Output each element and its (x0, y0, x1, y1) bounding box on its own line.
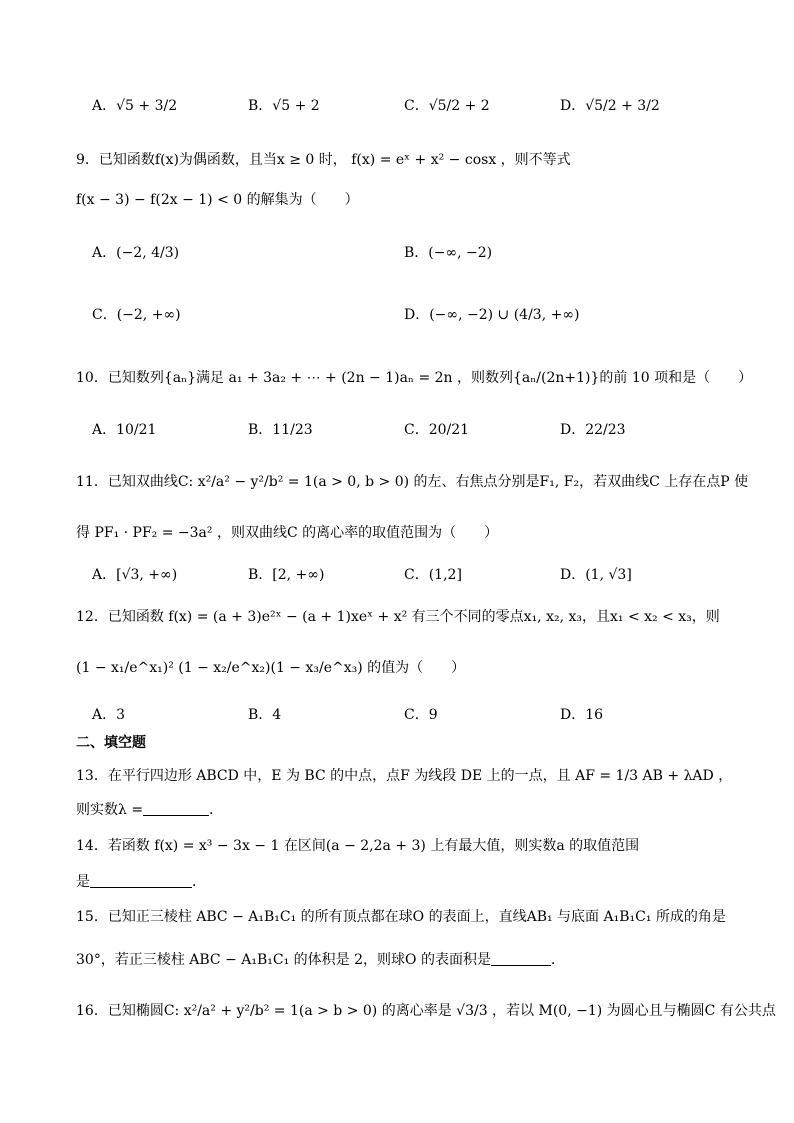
q13-answer-blank[interactable] (143, 815, 209, 816)
q11-stem-line1: 11．已知双曲线C: x²/a² − y²/b² = 1(a > 0, b > 0) 的左、右焦点分别是F₁, F₂，若双曲线C 上存在点P 使 (76, 474, 749, 490)
q12-stem-line2: (1 − x₁/e^x₁)² (1 − x₂/e^x₂)(1 − x₃/e^x₃) 的值为（ ） (76, 660, 466, 676)
q10-option-b: B．11/23 (248, 422, 313, 438)
q9-option-b: B．(−∞, −2) (404, 245, 493, 261)
q12-option-d: D．16 (560, 707, 604, 723)
q11-stem-line2: 得 PF₁ · PF₂ = −3a² ，则双曲线C 的离心率的取值范围为（ ） (76, 525, 499, 541)
q14-answer-blank[interactable] (90, 887, 192, 888)
section-heading-fill-in: 二、填空题 (76, 735, 146, 751)
q12-option-b: B．4 (248, 707, 282, 723)
q9-stem-line2: f(x − 3) − f(2x − 1) < 0 的解集为（ ） (76, 192, 359, 208)
q9-stem-line1: 9．已知函数f(x)为偶函数，且当x ≥ 0 时， f(x) = eˣ + x² − cosx ，则不等式 (76, 152, 571, 168)
q13-period: ． (209, 802, 224, 818)
q15-stem-line1: 15．已知正三棱柱 ABC − A₁B₁C₁ 的所有顶点都在球O 的表面上，直线AB₁ 与底面 A₁B₁C₁ 所成的角是 (76, 909, 726, 925)
q9-option-d: D．(−∞, −2) ∪ (4/3, +∞) (404, 307, 580, 323)
q10-stem: 10．已知数列{aₙ}满足 a₁ + 3a₂ + ⋯ + (2n − 1)aₙ = 2n ，则数列{aₙ/(2n+1)}的前 10 项和是（ ） (76, 370, 753, 386)
q8-option-b: B．√5 + 2 (248, 98, 320, 114)
q11-option-d: D．(1, √3] (560, 567, 632, 583)
q13-stem-line1: 13．在平行四边形 ABCD 中，E 为 BC 的中点，点F 为线段 DE 上的一点，且 AF = 1/3 AB + λAD ， (76, 768, 733, 784)
q10-option-a: A．10/21 (92, 422, 157, 438)
q13-stem-line2 (76, 800, 223, 820)
q14-prompt: 是 (76, 874, 90, 890)
q15-answer-blank[interactable] (491, 965, 551, 966)
q13-prompt: 则实数λ = (76, 802, 144, 818)
q15-period: ． (550, 952, 565, 968)
q16-stem-line1: 16．已知椭圆C: x²/a² + y²/b² = 1(a > b > 0) 的离心率是 √3/3 ，若以 M(0, −1) 为圆心且与椭圆C 有公共点 (76, 1003, 776, 1019)
q14-stem-line1: 14．若函数 f(x) = x³ − 3x − 1 在区间(a − 2,2a + 3) 上有最大值，则实数a 的取值范围 (76, 838, 640, 854)
q8-option-d: D．√5/2 + 3/2 (560, 98, 660, 114)
q11-option-c: C．(1,2] (404, 567, 462, 583)
q15-prompt: 30°，若正三棱柱 ABC − A₁B₁C₁ 的体积是 2，则球O 的表面积是 (76, 952, 491, 968)
q9-option-c: C．(−2, +∞) (92, 307, 181, 323)
q14-period: ． (192, 874, 206, 890)
q8-option-a: A．√5 + 3/2 (92, 98, 178, 114)
q8-option-c: C．√5/2 + 2 (404, 98, 490, 114)
q10-option-d: D．22/23 (560, 422, 626, 438)
q11-option-b: B．[2, +∞) (248, 567, 325, 583)
q9-option-a: A．(−2, 4/3) (92, 245, 180, 261)
q12-option-a: A．3 (92, 707, 126, 723)
q12-stem-line1: 12．已知函数 f(x) = (a + 3)e²ˣ − (a + 1)xeˣ + x² 有三个不同的零点x₁, x₂, x₃，且x₁ < x₂ < x₃，则 (76, 609, 720, 625)
q15-stem-line2 (76, 950, 565, 970)
q11-option-a: A．[√3, +∞) (92, 567, 178, 583)
q10-option-c: C．20/21 (404, 422, 470, 438)
q12-option-c: C．9 (404, 707, 438, 723)
q14-stem-line2 (76, 872, 206, 892)
